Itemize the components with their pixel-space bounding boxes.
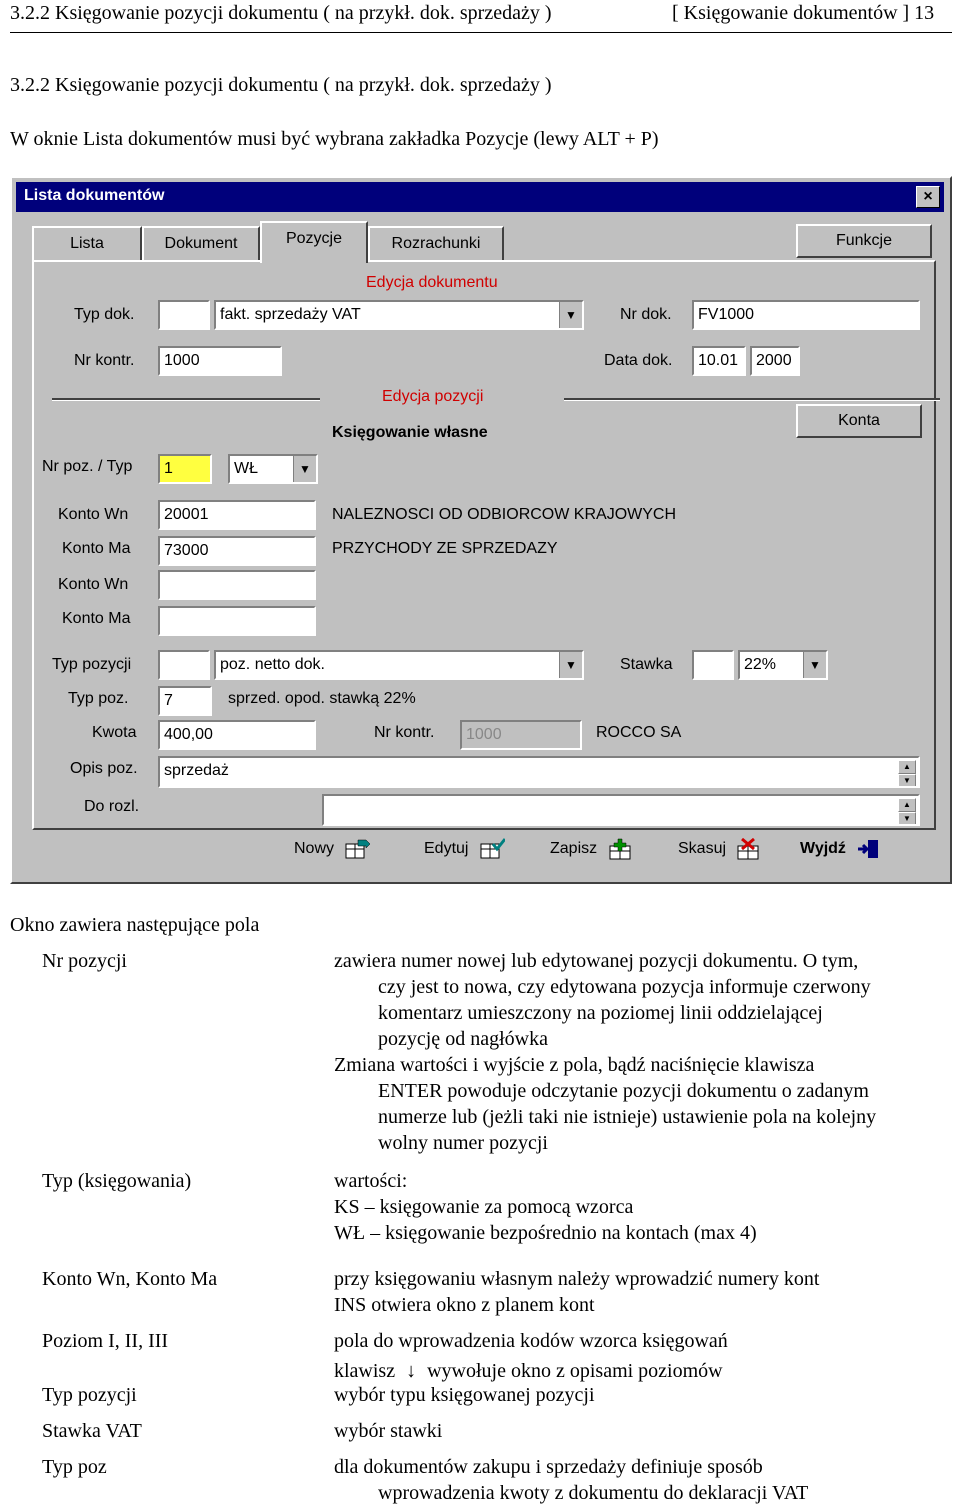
chevron-down-icon[interactable]: ▼ [803, 652, 826, 678]
konto-ma-label: Konto Ma [62, 540, 131, 557]
arrow-down-icon: ↓ [406, 1360, 417, 1382]
section-title: 3.2.2 Księgowanie pozycji dokumentu ( na przykł. dok. sprzedaży ) [10, 74, 552, 96]
desc-line: zawiera numer nowej lub edytowanej pozycji dokumentu. O tym, [334, 950, 859, 972]
desc-line: wprowadzenia kwoty z dokumentu do deklaracji VAT [378, 1482, 809, 1504]
desc-line: wolny numer pozycji [378, 1132, 548, 1154]
exit-door-icon [856, 838, 882, 860]
kwota-label: Kwota [92, 724, 137, 741]
desc-line: KS – księgowanie za pomocą wzorca [334, 1196, 634, 1218]
konto-ma-field[interactable]: 73000 [158, 536, 316, 566]
konto-wn2-label: Konto Wn [58, 576, 129, 593]
field-desc-typ-pozycji: wybór typu księgowanej pozycji [334, 1384, 595, 1406]
field-name-poziom: Poziom I, II, III [42, 1330, 169, 1352]
nr-kontr2-field: 1000 [460, 720, 582, 750]
typ-pozycji-code-field[interactable] [158, 650, 210, 680]
field-desc-nr-pozycji [334, 948, 876, 1156]
opis-poz-field[interactable] [158, 756, 920, 788]
delete-record-icon [736, 838, 762, 860]
desc-line: WŁ – księgowanie bezpośrednio na kontach (max 4) [334, 1222, 757, 1244]
scroll-down-icon[interactable]: ▼ [898, 812, 916, 826]
page-header-chapter: [ Księgowanie dokumentów ] 13 [672, 2, 935, 24]
ksiegowanie-wlasne-label: Księgowanie własne [332, 424, 488, 441]
scroll-down-icon[interactable]: ▼ [898, 774, 916, 788]
desc-line: czy jest to nowa, czy edytowana pozycja informuje czerwony [378, 976, 871, 998]
kwota-field[interactable]: 400,00 [158, 720, 316, 750]
tab-rozrachunki[interactable]: Rozrachunki [368, 226, 504, 260]
typ-dok-select[interactable] [214, 300, 584, 330]
section-intro: W oknie Lista dokumentów musi być wybrana zakładka Pozycje (lewy ALT + P) [10, 128, 659, 150]
typ-poz-label: Typ poz. [68, 690, 129, 707]
desc-line: Zmiana wartości i wyjście z pola, bądź naciśnięcie klawisza [334, 1054, 815, 1076]
desc-line: numerze lub (jeżli taki nie istnieje) ustawienie pola na kolejny [378, 1106, 877, 1128]
nr-dok-field[interactable]: FV1000 [692, 300, 920, 330]
nowy-label: Nowy [294, 840, 335, 858]
stawka-select[interactable] [738, 650, 828, 680]
konto-wn2-field[interactable] [158, 570, 316, 600]
page-header-title: 3.2.2 Księgowanie pozycji dokumentu ( na przykł. dok. sprzedaży ) [10, 2, 552, 24]
opis-scrollbar[interactable] [898, 760, 916, 788]
field-name-typ-ksiegowania: Typ (księgowania) [42, 1170, 192, 1192]
lista-dokumentow-window [10, 176, 952, 884]
window-titlebar [16, 182, 944, 212]
stawka-label: Stawka [620, 656, 673, 673]
stawka-code-field[interactable] [692, 650, 734, 680]
desc-line: ENTER powoduje odczytanie pozycji dokumentu o zadanym [378, 1080, 869, 1102]
wyjdz-label: Wyjdź [800, 840, 846, 858]
field-desc-stawka-vat: wybór stawki [334, 1420, 443, 1442]
konto-ma-desc: PRZYCHODY ZE SPRZEDAZY [332, 540, 558, 557]
typ-select[interactable] [228, 454, 318, 484]
field-name-konto: Konto Wn, Konto Ma [42, 1268, 218, 1290]
data-year-field[interactable]: 2000 [750, 346, 800, 376]
opis-poz-label: Opis poz. [70, 760, 138, 777]
typ-pozycji-select[interactable] [214, 650, 584, 680]
edytuj-label: Edytuj [424, 840, 469, 858]
field-name-typ-poz: Typ poz [42, 1456, 107, 1478]
desc-wywoluje: wywołuje okno z opisami poziomów [427, 1360, 723, 1382]
typ-poz-field[interactable]: 7 [158, 686, 212, 716]
nr-dok-label: Nr dok. [620, 306, 672, 323]
chevron-down-icon[interactable]: ▼ [559, 652, 582, 678]
konto-ma2-label: Konto Ma [62, 610, 131, 627]
stawka-value: 22% [744, 656, 777, 673]
typ-dok-label: Typ dok. [74, 306, 135, 323]
desc-line: przy księgowaniu własnym należy wprowadzić numery kont [334, 1268, 820, 1290]
edit-record-icon [479, 838, 505, 860]
new-record-icon [344, 838, 370, 860]
scroll-up-icon[interactable]: ▲ [898, 798, 916, 812]
typ-value: WŁ [234, 460, 258, 477]
zapisz-label: Zapisz [550, 840, 598, 858]
desc-line: pozycję od nagłówka [378, 1028, 548, 1050]
window-title: Lista dokumentów [24, 187, 165, 204]
nr-kontr2-label: Nr kontr. [374, 724, 435, 741]
wyjdz-button[interactable] [800, 838, 882, 860]
field-name-typ-pozycji: Typ pozycji [42, 1384, 137, 1406]
desc-line: pola do wprowadzenia kodów wzorca księgowań [334, 1330, 728, 1352]
desc-klawisz: klawisz [334, 1360, 396, 1382]
desc-line: dla dokumentów zakupu i sprzedaży definiuje sposób [334, 1456, 763, 1478]
tab-lista[interactable]: Lista [32, 226, 142, 260]
save-record-icon [608, 838, 634, 860]
konto-wn-label: Konto Wn [58, 506, 129, 523]
typ-poz-desc: sprzed. opod. stawką 22% [228, 690, 416, 707]
tab-pozycje[interactable]: Pozycje [260, 221, 368, 263]
konto-wn-field[interactable]: 20001 [158, 500, 316, 530]
scroll-up-icon[interactable]: ▲ [898, 760, 916, 774]
close-icon[interactable]: × [916, 186, 940, 208]
nowy-button[interactable] [294, 838, 370, 860]
separator-left [52, 398, 320, 401]
desc-line: wartości: [334, 1170, 408, 1192]
header-divider [10, 32, 952, 33]
separator-right [564, 398, 940, 401]
desc-line: komentarz umieszczony na poziomej linii oddzielającej [378, 1002, 823, 1024]
funkcje-button[interactable]: Funkcje [796, 224, 932, 258]
nr-poz-typ-label: Nr poz. / Typ [42, 458, 133, 475]
chevron-down-icon[interactable]: ▼ [293, 456, 316, 482]
typ-pozycji-value: poz. netto dok. [220, 656, 325, 673]
typ-dok-value: fakt. sprzedaży VAT [220, 306, 361, 323]
desc-line: INS otwiera okno z planem kont [334, 1294, 595, 1316]
nr-kontr-label: Nr kontr. [74, 352, 135, 369]
edytuj-button[interactable] [424, 838, 505, 860]
desc-line-klawisz [334, 1358, 728, 1384]
do-rozl-scrollbar[interactable] [898, 798, 916, 826]
do-rozl-label: Do rozl. [84, 798, 140, 815]
chevron-down-icon[interactable]: ▼ [559, 302, 582, 328]
konta-button[interactable]: Konta [796, 404, 922, 438]
konto-wn-desc: NALEZNOSCI OD ODBIORCOW KRAJOWYCH [332, 506, 677, 523]
zapisz-button[interactable] [550, 838, 634, 860]
skasuj-label: Skasuj [678, 840, 727, 858]
kontr-name: ROCCO SA [596, 724, 682, 741]
opis-poz-value: sprzedaż [164, 762, 229, 779]
edycja-dokumentu-label: Edycja dokumentu [366, 274, 498, 291]
field-desc-konto [334, 1266, 819, 1318]
field-desc-typ-poz [334, 1454, 808, 1506]
edycja-pozycji-label: Edycja pozycji [382, 388, 484, 405]
nr-poz-field[interactable]: 1 [158, 454, 212, 484]
field-desc-poziom [334, 1328, 728, 1384]
data-day-field[interactable]: 10.01 [692, 346, 746, 376]
do-rozl-field[interactable] [322, 794, 920, 826]
typ-dok-code-field[interactable] [158, 300, 210, 330]
konto-ma2-field[interactable] [158, 606, 316, 636]
skasuj-button[interactable] [678, 838, 762, 860]
field-name-stawka-vat: Stawka VAT [42, 1420, 142, 1442]
data-dok-label: Data dok. [604, 352, 673, 369]
typ-pozycji-label: Typ pozycji [52, 656, 132, 673]
field-desc-typ-ksiegowania [334, 1168, 757, 1246]
nr-kontr-field[interactable]: 1000 [158, 346, 282, 376]
tab-dokument[interactable]: Dokument [142, 226, 260, 260]
fields-intro: Okno zawiera następujące pola [10, 914, 260, 936]
field-name-nr-pozycji: Nr pozycji [42, 950, 127, 972]
